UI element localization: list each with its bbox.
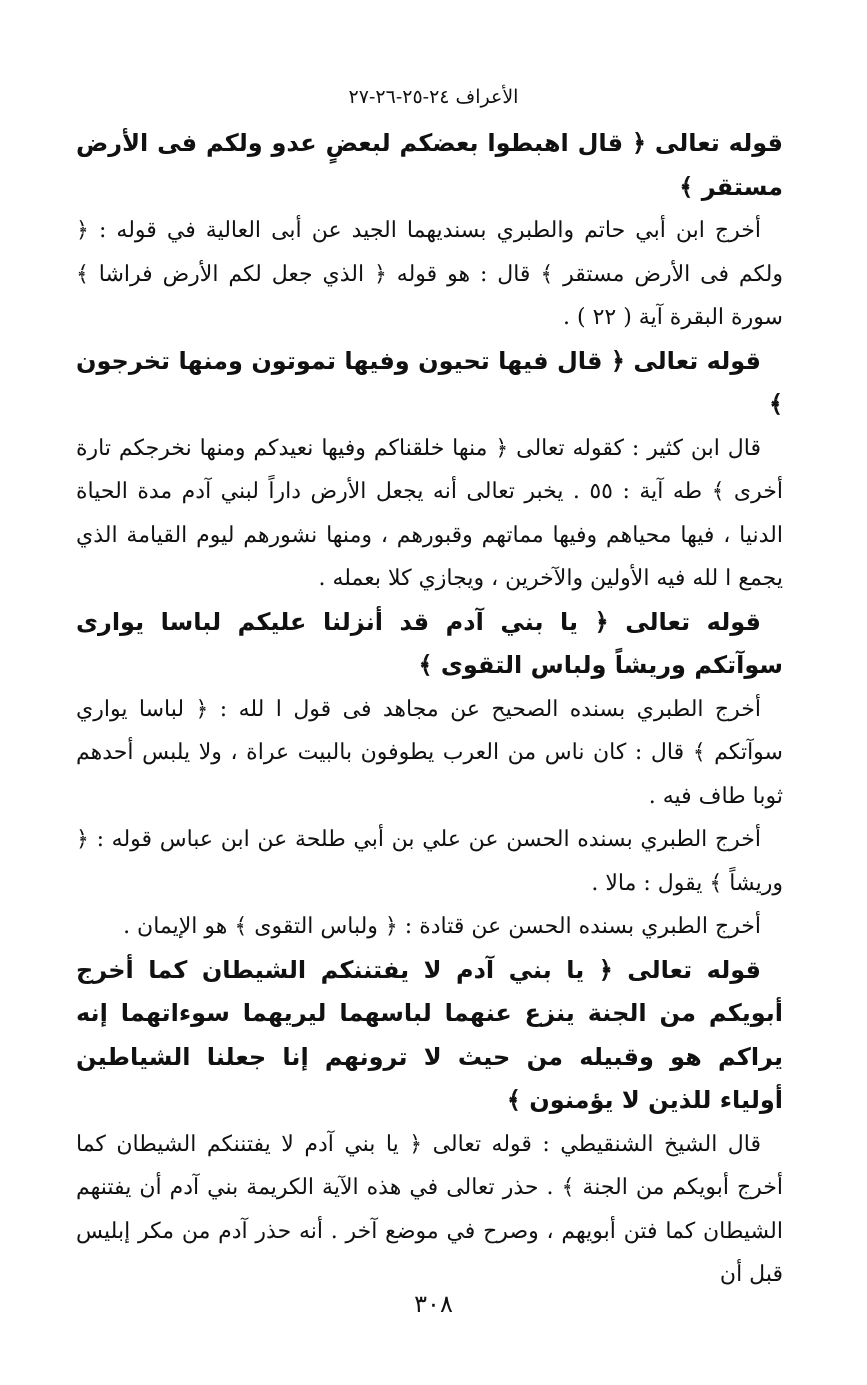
commentary-paragraph-5: أخرج الطبري بسنده الحسن عن قتادة : ﴿ ولباس التقوى ﴾ هو الإيمان . <box>123 914 761 939</box>
verse-heading-2: قوله تعالى ﴿ قال فيها تحيون وفيها تموتون ومنها تخرجون ﴾ <box>76 346 783 418</box>
verse-heading-1: قوله تعالى ﴿ قال اهبطوا بعضكم لبعضٍ عدو ولكم فى الأرض مستقر ﴾ <box>76 129 783 201</box>
commentary-paragraph-1: أخرج ابن أبي حاتم والطبري بسنديهما الجيد عن أبى العالية في قوله : ﴿ ولكم فى الأرض مستقر ﴾ قال : هو قوله ﴿ الذي جعل لكم الأرض فراشا ﴾ سورة البقرة آية ( ٢٢ ) . <box>76 218 784 330</box>
commentary-paragraph-4: أخرج الطبري بسنده الحسن عن علي بن أبي طلحة عن ابن عباس قوله : ﴿ وريشاً ﴾ يقول : مالا . <box>76 827 783 896</box>
page-number: ٣٠٨ <box>414 1290 453 1318</box>
verse-heading-4: قوله تعالى ﴿ يا بني آدم لا يفتننكم الشيطان كما أخرج أبويكم من الجنة ينزع عنهما لباسهما ليريهما سوءاتهما إنه يراكم هو وقبيله من حيث لا ترونهم إنا جعلنا الشياطين أولياء للذين لا يؤمنون ﴾ <box>76 955 783 1114</box>
commentary-paragraph-3: أخرج الطبري بسنده الصحيح عن مجاهد فى قول ا لله : ﴿ لباسا يواري سوآتكم ﴾ قال : كان ناس من العرب يطوفون بالبيت عراة ، ولا يلبس أحدهم ثوبا طاف فيه . <box>76 696 783 809</box>
commentary-paragraph-6: قال الشيخ الشنقيطي : قوله تعالى ﴿ يا بني آدم لا يفتننكم الشيطان كما أخرج أبويكم من الجنة ﴾ . حذر تعالى في هذه الآية الكريمة بني آدم أن يفتنهم الشيطان كما فتن أبويهم ، وصرح في موضع آخر . أنه حذر آدم من مكر إبليس قبل أن <box>76 1131 783 1287</box>
page-body <box>76 122 783 1297</box>
verse-heading-3: قوله تعالى ﴿ يا بني آدم قد أنزلنا عليكم لباسا يوارى سوآتكم وريشاً ولباس التقوى ﴾ <box>76 607 783 679</box>
commentary-paragraph-2: قال ابن كثير : كقوله تعالى ﴿ منها خلقناكم وفيها نعيدكم ومنها نخرجكم تارة أخرى ﴾ طه آية : ٥٥ . يخبر تعالى أنه يجعل الأرض داراً لبني آدم مدة الحياة الدنيا ، فيها محياهم وفيها مماتهم وقبورهم ، ومنها نشورهم ليوم القيامة الذي يجمع ا لله فيه الأولين والآخرين ، ويجازي كلا بعمله . <box>76 435 783 591</box>
running-header: الأعراف ٢٤-٢٥-٢٦-٢٧ <box>348 86 519 108</box>
